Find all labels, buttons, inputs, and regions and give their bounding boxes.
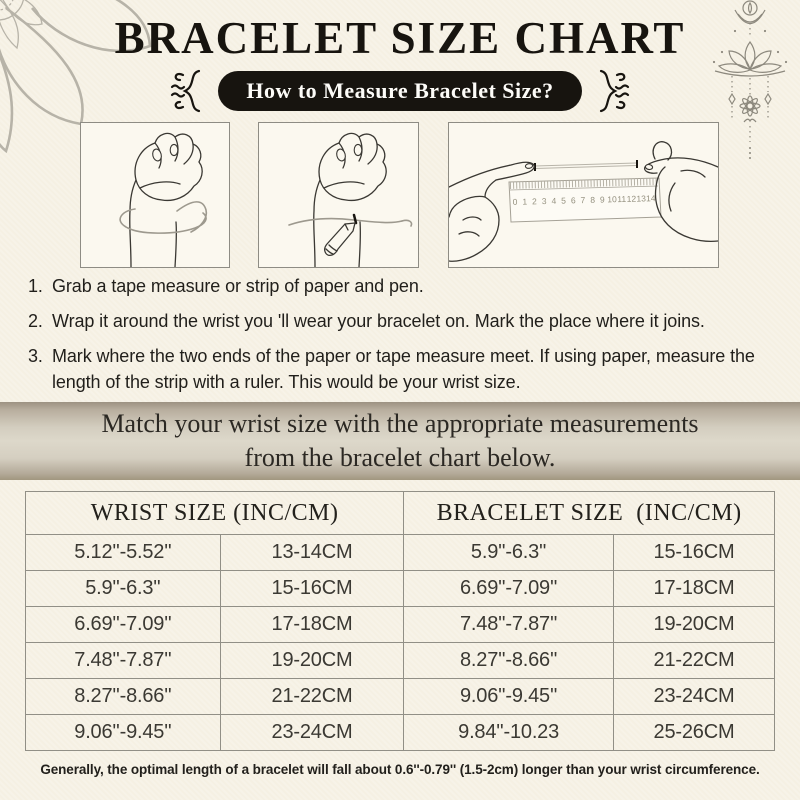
- how-to-measure-badge: How to Measure Bracelet Size?: [218, 71, 581, 111]
- step-1-text: Grab a tape measure or strip of paper and pen.: [52, 276, 424, 296]
- svg-text:12: 12: [626, 193, 637, 204]
- svg-text:10: 10: [607, 194, 617, 205]
- table-row: [26, 571, 775, 607]
- svg-text:6: 6: [570, 195, 576, 206]
- wrist-mark-pen-illustration: [258, 122, 419, 268]
- ruler-measure-illustration: [448, 122, 719, 268]
- svg-text:8: 8: [590, 194, 596, 205]
- svg-text:11: 11: [617, 193, 627, 205]
- step-2-number: 2.: [28, 311, 43, 332]
- table-header-row: [26, 492, 775, 535]
- wrist-inches: 7.48''-7.87'': [26, 643, 221, 679]
- wrist-size-header: WRIST SIZE (INC/CM): [26, 492, 404, 535]
- wrist-cm: 15-16CM: [220, 571, 404, 607]
- svg-text:2: 2: [531, 196, 537, 207]
- flourish-brace-left-icon: [170, 68, 206, 114]
- bracelet-inches: 7.48''-7.87'': [404, 607, 614, 643]
- banner-line-2: from the bracelet chart below.: [244, 443, 556, 472]
- bracelet-cm: 19-20CM: [613, 607, 774, 643]
- bracelet-cm: 21-22CM: [613, 643, 774, 679]
- step-3-number: 3.: [28, 346, 43, 367]
- wrist-cm: 17-18CM: [220, 607, 404, 643]
- wrist-cm: 13-14CM: [220, 535, 404, 571]
- svg-text:13: 13: [636, 193, 646, 204]
- bracelet-inches: 9.84''-10.23: [404, 715, 614, 751]
- bracelet-cm: 23-24CM: [613, 679, 774, 715]
- banner-line-1: Match your wrist size with the appropriate measurements: [101, 409, 699, 438]
- svg-text:14: 14: [645, 193, 656, 204]
- svg-text:0: 0: [512, 196, 518, 207]
- step-3-text: Mark where the two ends of the paper or tape measure meet. If using paper, measure the length of the strip with a ruler. This would be your wrist size.: [52, 346, 755, 393]
- footnote: Generally, the optimal length of a bracelet will fall about 0.6''-0.79'' (1.5-2cm) longer than your wrist circumference.: [40, 762, 760, 777]
- how-to-measure-badge-row: [0, 70, 800, 112]
- match-size-banner: [0, 402, 800, 480]
- table-row: [26, 643, 775, 679]
- table-row: [26, 535, 775, 571]
- page-title: BRACELET SIZE CHART: [114, 13, 686, 63]
- wrist-cm: 23-24CM: [220, 715, 404, 751]
- wrist-inches: 6.69''-7.09'': [26, 607, 221, 643]
- svg-text:9: 9: [599, 194, 605, 205]
- wrist-cm: 19-20CM: [220, 643, 404, 679]
- bracelet-inches: 8.27''-8.66'': [404, 643, 614, 679]
- bracelet-cm: 15-16CM: [613, 535, 774, 571]
- step-1-number: 1.: [28, 276, 43, 296]
- bracelet-inches: 6.69''-7.09'': [404, 571, 614, 607]
- bracelet-cm: 25-26CM: [613, 715, 774, 751]
- flourish-brace-right-icon: [594, 68, 630, 114]
- svg-text:4: 4: [551, 195, 557, 206]
- wrist-cm: 21-22CM: [220, 679, 404, 715]
- svg-text:1: 1: [522, 196, 528, 207]
- bracelet-cm: 17-18CM: [613, 571, 774, 607]
- size-chart-table: [25, 491, 775, 751]
- wrist-inches: 9.06''-9.45'': [26, 715, 221, 751]
- svg-text:3: 3: [541, 195, 547, 207]
- wrist-inches: 5.12''-5.52'': [26, 535, 221, 571]
- wrist-inches: 5.9''-6.3'': [26, 571, 221, 607]
- step-2-text: Wrap it around the wrist you 'll wear your bracelet on. Mark the place where it joins.: [52, 311, 705, 332]
- wrist-string-illustration: [80, 122, 230, 268]
- svg-text:7: 7: [580, 194, 586, 206]
- table-row: [26, 715, 775, 751]
- step-3: [28, 343, 780, 395]
- table-row: [26, 679, 775, 715]
- bracelet-size-header: BRACELET SIZE (INC/CM): [404, 492, 775, 535]
- step-2: [28, 308, 780, 334]
- bracelet-inches: 9.06''-9.45'': [404, 679, 614, 715]
- step-1: [28, 273, 780, 299]
- table-row: [26, 607, 775, 643]
- wrist-inches: 8.27''-8.66'': [26, 679, 221, 715]
- svg-text:5: 5: [561, 195, 567, 206]
- measuring-steps: [28, 273, 780, 404]
- bracelet-inches: 5.9''-6.3'': [404, 535, 614, 571]
